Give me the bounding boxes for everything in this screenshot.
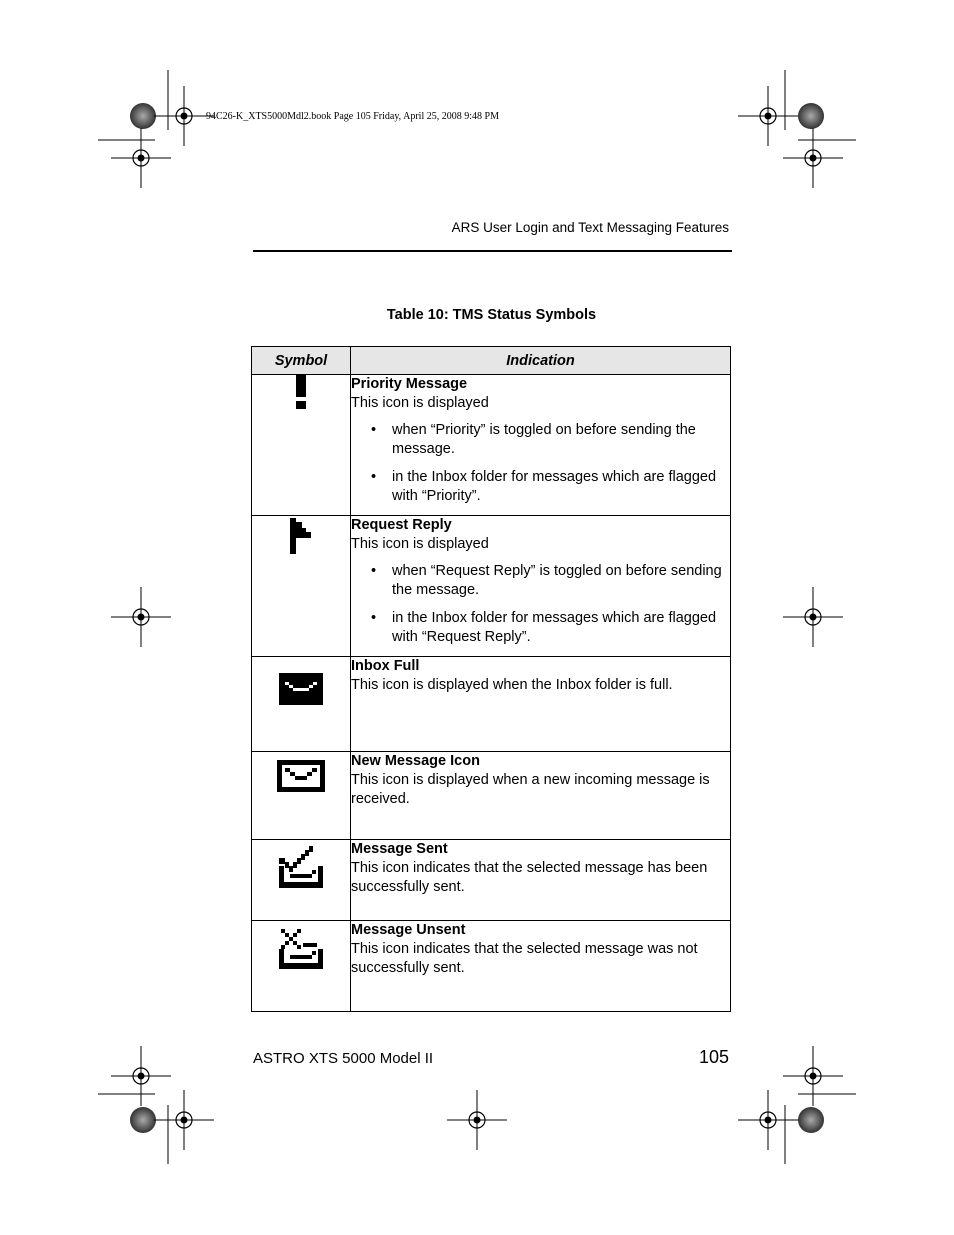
indication-title: New Message Icon	[351, 753, 480, 769]
bullet-list	[351, 562, 730, 647]
table-row	[252, 752, 731, 840]
symbol-cell	[252, 840, 351, 921]
indication-title: Inbox Full	[351, 658, 420, 674]
priority-exclamation-icon	[294, 375, 308, 411]
indication-title: Request Reply	[351, 517, 452, 533]
list-item: • when “Request Reply” is toggled on before sending the message.	[351, 562, 730, 600]
symbol-cell	[252, 657, 351, 752]
print-slug: 94C26-K_XTS5000Mdl2.book Page 105 Friday, April 25, 2008 9:48 PM	[206, 111, 499, 122]
symbol-cell	[252, 752, 351, 840]
indication-text: This icon is displayed when the Inbox folder is full.	[351, 677, 673, 693]
page-number: 105	[698, 1047, 729, 1067]
indication-cell	[351, 840, 731, 921]
footer-product-name: ASTRO XTS 5000 Model II	[253, 1050, 434, 1067]
indication-cell	[351, 657, 731, 752]
new-message-envelope-icon	[277, 760, 325, 792]
table-row	[252, 375, 731, 516]
message-sent-check-tray-icon	[277, 846, 325, 890]
header-rule	[253, 250, 732, 252]
table-row	[252, 840, 731, 921]
indication-cell	[351, 375, 731, 516]
symbol-column-header: Symbol	[252, 347, 351, 375]
list-item: • in the Inbox folder for messages which are flagged with “Request Reply”.	[351, 609, 730, 647]
inbox-full-envelope-icon	[279, 673, 323, 705]
indication-column-header: Indication	[351, 347, 731, 375]
table-row	[252, 657, 731, 752]
symbol-cell	[252, 516, 351, 657]
table-row	[252, 921, 731, 1012]
indication-title: Priority Message	[351, 376, 468, 392]
indication-title: Message Sent	[351, 841, 448, 857]
indication-text: This icon indicates that the selected message has been successfully sent.	[351, 860, 708, 895]
indication-cell	[351, 921, 731, 1012]
indication-cell	[351, 516, 731, 657]
indication-text: This icon is displayed	[351, 395, 489, 411]
list-item: • when “Priority” is toggled on before sending the message.	[351, 421, 730, 459]
indication-text: This icon indicates that the selected message was not successfully sent.	[351, 941, 698, 976]
table-caption: Table 10: TMS Status Symbols	[386, 307, 597, 323]
tms-status-symbols-table	[251, 346, 731, 1012]
indication-cell	[351, 752, 731, 840]
table-header-row	[252, 347, 731, 375]
table-row	[252, 516, 731, 657]
running-header: ARS User Login and Text Messaging Features	[451, 220, 729, 235]
symbol-cell	[252, 375, 351, 516]
indication-text: This icon is displayed	[351, 536, 489, 552]
list-item: • in the Inbox folder for messages which are flagged with “Priority”.	[351, 468, 730, 506]
indication-text: This icon is displayed when a new incoming message is received.	[351, 772, 710, 807]
bullet-list	[351, 421, 730, 506]
symbol-cell	[252, 921, 351, 1012]
request-reply-flag-icon	[288, 516, 314, 556]
indication-title: Message Unsent	[351, 922, 466, 938]
message-unsent-x-tray-icon	[277, 927, 325, 971]
